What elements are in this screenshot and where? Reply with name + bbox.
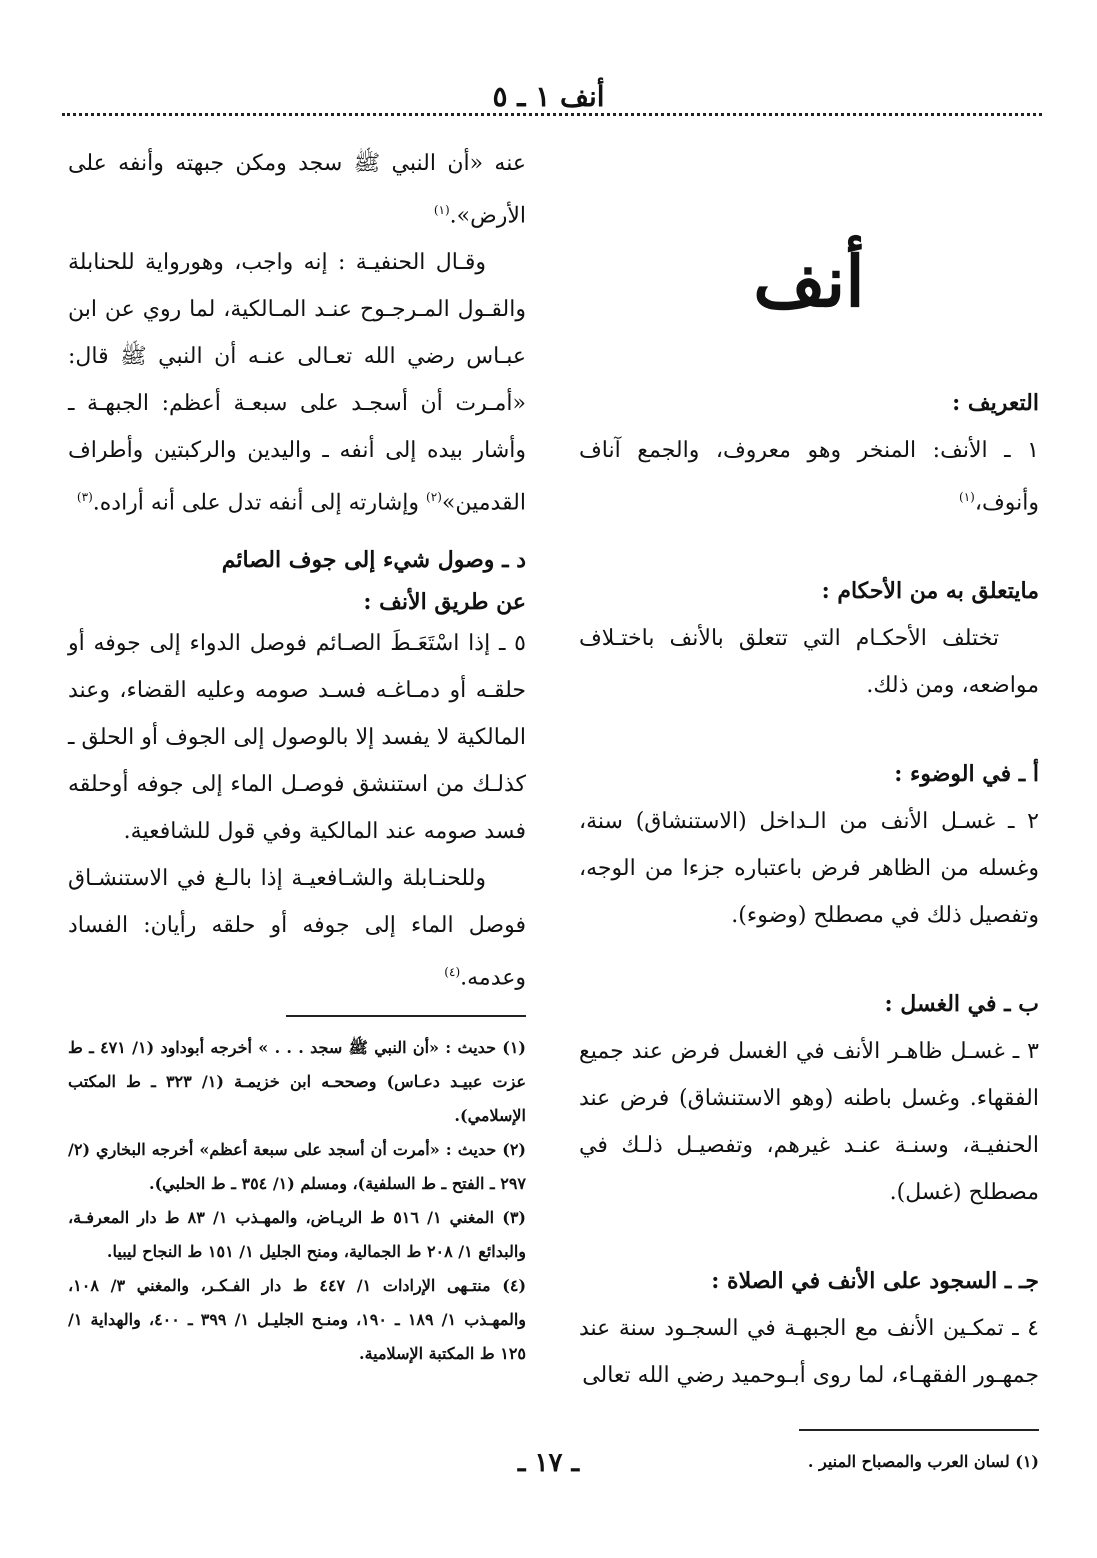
entry-title: أنف (753, 240, 865, 323)
rulings-heading: مايتعلق به من الأحكام : (821, 578, 1039, 605)
left-column (68, 140, 526, 1371)
wudu-heading: أ ـ في الوضوء : (894, 761, 1039, 788)
running-header: أنف ١ ـ ٥ (492, 80, 605, 113)
hanafi-paragraph (68, 239, 526, 526)
footnote-ref: (١) (433, 203, 450, 217)
footnote-4: (٤) منتـهى الإرادات ١/ ٤٤٧ ط دار الفـكـر، والمغني ٣/ ١٠٨، والمهـذب ١/ ١٨٩ ـ ١٩٠، ومنـح الجليـل ١/ ٣٩٩ ـ ٤٠٠، والهداية ١/ ١٢٥ ط المكتبة الإسلامية. (68, 1275, 527, 1363)
footnote-separator (286, 1015, 526, 1017)
right-column (579, 132, 1039, 1479)
fasting-heading-line-1: د ـ وصول شيء إلى جوف الصائم (221, 546, 526, 573)
page-number: ـ ١٧ ـ (517, 1448, 580, 1478)
footnote-3: (٣) المغني ١/ ٥١٦ ط الريـاض، والمهـذب ١/ ٨٣ ط دار المعرفـة، والبدائع ١/ ٢٠٨ ط الجمالية، ومنح الجليل ١/ ١٥١ ط النجاح ليبيا. (68, 1207, 526, 1261)
footnote-2: (٢) حديث : «أمرت أن أسجد على سبعة أعظم» أخرجه البخاري (٢/ ٢٩٧ ـ الفتح ـ ط السلفية)، ومسلم (١/ ٣٥٤ ـ ط الحلبي). (68, 1139, 526, 1193)
fasting-paragraph: ٥ ـ إذا اسْتَعَـطَ الصـائم فوصل الدواء إلى جوفه أو حلقـه أو دمـاغـه فسـد صومه وعليه القضاء، وعند المالكية لا يفسد إلا بالوصول إلى الجوف أو الحلق ـ كذلـك من استنشق فوصـل الماء إلى جوفه أوحلقه فسد صومه عند المالكية وفي قول للشافعية. (68, 630, 526, 844)
hanbali-paragraph (68, 855, 526, 1001)
footnote-ref: (١) (959, 490, 975, 504)
definition-text: ١ ـ الأنف: المنخر وهو معروف، والجمع آناف وأنوف، (579, 438, 1039, 516)
footnote-ref: (٣) (76, 490, 93, 505)
hanafi-tail-text: وإشارته إلى أنفه تدل على أنه أراده. (92, 490, 420, 516)
header-dotted-rule (62, 113, 1042, 116)
footnote-1: (١) حديث : «أن النبي ﷺ سجد . . . » أخرجه أبوداود (١/ ٤٧١ ـ ط عزت عبيـد دعـاس) وصححـه ابن خزيمـة (١/ ٣٢٣ ـ ط المكتب الإسلامي). (68, 1037, 526, 1125)
sujud-paragraph: ٤ ـ تمكـين الأنف مع الجبهـة في السجـود سنة عند جمهـور الفقهـاء، لما روى أبـوحميد رضي الله تعالى (579, 1316, 1039, 1389)
fasting-heading-line-2: عن طريق الأنف : (363, 588, 526, 615)
hadith-paragraph (68, 140, 526, 239)
footnote-separator (799, 1429, 1039, 1431)
definition-paragraph (579, 427, 1039, 526)
footnote-ref: (٤) (444, 964, 461, 979)
hanafi-text: وقـال الحنفيـة : إنه واجب، وهورواية للحنابلة والقـول المـرجـوح عنـد المـالكية، لما روي عن ابن عبـاس رضي الله تعـالى عنـه أن النبي ﷺ قال: «أمـرت أن أسجـد على سبعـة أعظم: الجبهـة ـ وأشار بيده إلى أنفه ـ واليدين والركبتين وأطراف القدمين» (68, 250, 526, 516)
footnote-ref: (٢) (426, 490, 442, 505)
wudu-paragraph: ٢ ـ غسـل الأنف من الـداخل (الاستنشاق) سنة، وغسله من الظاهر فرض باعتباره جزءا من الوجه، وتفصيل ذلك في مصطلح (وضوء). (579, 809, 1039, 929)
ghusl-heading: ب ـ في الغسل : (884, 991, 1039, 1018)
footnote: (١) لسان العرب والمصباح المنير . (807, 1452, 1039, 1472)
sujud-heading: جـ ـ السجود على الأنف في الصلاة : (711, 1268, 1039, 1295)
rulings-paragraph: تختلف الأحكـام التي تتعلق بالأنف باختـلاف مواضعه، ومن ذلك. (579, 626, 1039, 699)
definition-heading: التعريف : (952, 390, 1039, 416)
ghusl-paragraph: ٣ ـ غسـل ظاهـر الأنف في الغسل فرض عند جميع الفقهاء. وغسل باطنه (وهو الاستنشاق) فرض عند الحنفيـة، وسنـة عنـد غيرهم، وتفصيـل ذلـك في مصطلح (غسل). (579, 1039, 1039, 1206)
hanbali-text: وللحنـابلة والشـافعيـة إذا بالـغ في الاستنشـاق فوصل الماء إلى جوفه أو حلقه رأيان: الفساد وعدمه. (68, 865, 526, 990)
hadith-text: عنه «أن النبي ﷺ سجد ومكن جبهته وأنفه على الأرض». (68, 151, 526, 229)
